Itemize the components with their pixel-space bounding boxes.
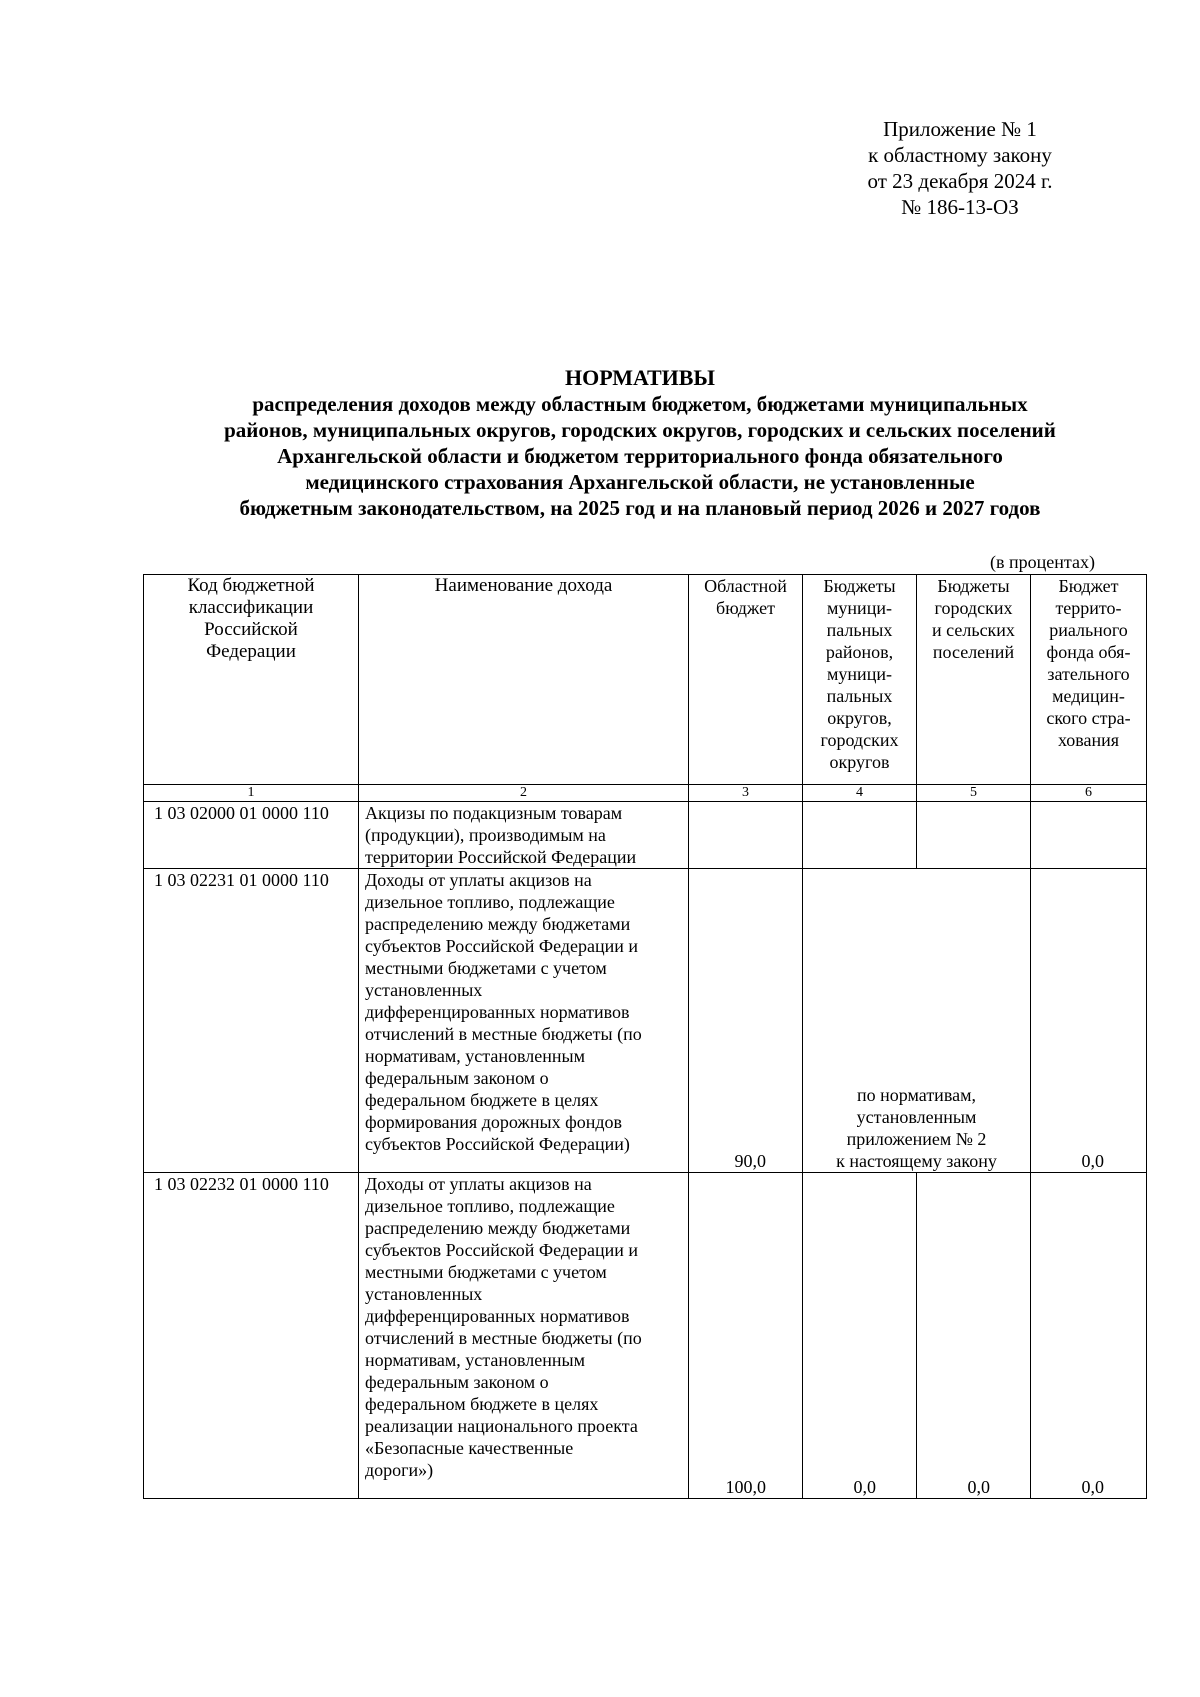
municipal-value: 0,0 [803,1173,917,1499]
fund-value: 0,0 [1031,1173,1147,1499]
regional-value [689,802,803,869]
income-name: Акцизы по подакцизным товарам (продукции), производимым на территории Российской Федерации [359,802,689,869]
title-line: районов, муниципальных округов, городских округов, городских и сельских поселений [224,418,1056,442]
header-code: Код бюджетной классификации Российской Федерации [144,575,359,785]
fund-value: 0,0 [1031,869,1147,1173]
header-row [144,575,1147,785]
income-code: 1 03 02231 01 0000 110 [144,869,359,1173]
header-fund: Бюджет террито- риального фонда обя- зательного медицин- ского стра- хования [1031,575,1147,785]
title-line: распределения доходов между областным бюджетом, бюджетами муниципальных [252,392,1028,416]
column-number: 5 [917,785,1031,802]
column-number: 4 [803,785,917,802]
units-note: (в процентах) [990,552,1095,572]
title-line: Архангельской области и бюджетом территориального фонда обязательного [277,444,1003,468]
column-number-row [144,785,1147,802]
income-code: 1 03 02000 01 0000 110 [144,802,359,869]
column-number: 6 [1031,785,1147,802]
regional-value: 100,0 [689,1173,803,1499]
norms-table [143,574,1147,1499]
title-line: медицинского страхования Архангельской области, не установленные [305,470,975,494]
municipal-value [803,802,917,869]
header-municipal: Бюджеты муници- пальных районов, муници- пальных округов, городских округов [803,575,917,785]
appendix-line: от 23 декабря 2024 г. [867,169,1053,193]
header-settlements: Бюджеты городских и сельских поселений [917,575,1031,785]
title-main: НОРМАТИВЫ [564,365,716,390]
header-regional: Областной бюджет [689,575,803,785]
appendix-line: № 186-13-ОЗ [901,195,1019,219]
column-number: 2 [359,785,689,802]
fund-value [1031,802,1147,869]
settlements-value: 0,0 [917,1173,1031,1499]
title-line: бюджетным законодательством, на 2025 год и на плановый период 2026 и 2027 годов [239,496,1041,520]
column-number: 3 [689,785,803,802]
column-number: 1 [144,785,359,802]
income-name: Доходы от уплаты акцизов на дизельное топливо, подлежащие распределению между бюджетами субъектов Российской Федерации и местными бюджетами с учетом установленных дифференцированных нормативов отчислений в местные бюджеты (по нормативам, установленным федеральным законом о федеральном бюджете в целях реализации национального проекта «Безопасные качественные дороги») [359,1173,689,1499]
table-row [144,869,1147,1173]
appendix-line: Приложение № 1 [883,117,1037,141]
regional-value: 90,0 [689,869,803,1173]
header-name: Наименование дохода [359,575,689,785]
settlements-value [917,802,1031,869]
merged-norms-reference: по нормативам, установленным приложением № 2 к настоящему закону [803,869,1031,1173]
income-name: Доходы от уплаты акцизов на дизельное топливо, подлежащие распределению между бюджетами субъектов Российской Федерации и местными бюджетами с учетом установленных дифференцированных нормативов отчислений в местные бюджеты (по нормативам, установленным федеральным законом о федеральном бюджете в целях формирования дорожных фондов субъектов Российской Федерации) [359,869,689,1173]
table-row [144,802,1147,869]
appendix-line: к областному закону [868,143,1052,167]
income-code: 1 03 02232 01 0000 110 [144,1173,359,1499]
document-title [120,365,1160,521]
table-row [144,1173,1147,1499]
appendix-reference [840,116,1080,220]
